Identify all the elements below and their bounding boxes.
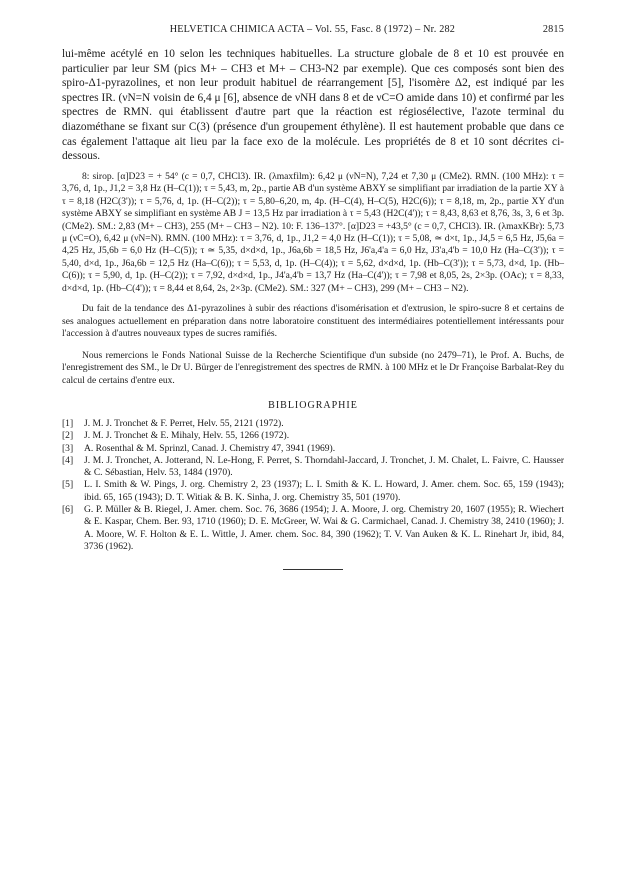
bibliography-title: BIBLIOGRAPHIE: [268, 400, 358, 411]
acknowledgement-paragraph: Nous remercions le Fonds National Suisse de la Recherche Scientifique d'un subside (no 2479–71), le Prof. A. Buchs, de l'enregistrement des SM., le Dr U. Bürger de l'enregistrement des spectres de RMN. à 100 MHz et le Dr Françoise Barbalat-Rey du calcul de certains d'entre eux.: [62, 349, 564, 386]
reference-number: [5]: [62, 479, 74, 491]
reference-item: [62, 418, 564, 430]
compound-data-paragraph: 8: sirop. [α]D23 = + 54° (c = 0,7, CHCl3). IR. (λmaxfilm): 6,42 μ (νN=N), 7,24 et 7,30 μ (CMe2). RMN. (100 MHz): τ = 3,76, d, 1p., J1,2 = 3,8 Hz (H–C(1)); τ = 5,43, m, 2p., partie AB d'un système ABXY se simplifiant par irradiation de la partie XY à τ = 8,18 (H2C(3')); τ = 5,76, d, 1p. (H–C(2)); τ = 5,80–6,20, m, 4p. (H–C(4), H–C(5), H2C(6)); τ = 8,18, m, 2p., partie XY d'un système ABXY se simplifiant en système AB J = 13,5 Hz par irradiation à τ = 5,43 (H2C(4')); τ = 8,43, 8,63 et 8,76, 3s, 3, 6 et 3p. (CMe2). SM.: 2,83 (M+ – CH3), 255 (M+ – CH3 – N2). 10: F. 136–137°. [α]D23 = +43,5° (c = 0,7, CHCl3). IR. (λmaxKBr): 5,73 μ (νC=O), 6,42 μ (νN=N). RMN. (100 MHz): τ = 3,76, d, 1p., J1,2 = 4,0 Hz (H–C(1)); τ = 5,08, ≃ d×t, 1p., J4,5 = 6,5 Hz, J5,6a = 4,25 Hz, J5,6b = 6,0 Hz (H–C(5)); τ ≃ 5,35, d×d×d, 1p., J6a,6b = 18,5 Hz, J6'a,4'a = 6,0 Hz, J3'a,4'b = 10,0 Hz (Ha–C(3')); τ = 5,40, d×d, 1p., J6a,6b = 12,5 Hz (Ha–C(6)); τ = 5,53, d, 1p. (H–C(4)); τ = 5,62, d×d×d, 1p. (Hb–C(3')); τ = 5,73, d×d, 1p. (Hb–C(6)); τ = 5,90, d, 1p. (H–C(2)); τ = 7,92, d×d×d, 1p., J4'a,4'b = 13,7 Hz (Ha–C(4')); τ = 7,98 et 8,05, 2s, 2×3p. (OAc); τ = 8,33, d×d×d, 1p. (Hb–C(4')); τ = 8,44 et 8,64, 2s, 2×3p. (CMe2). SM.: 327 (M+ – CH3), 299 (M+ – CH3 – N2).: [62, 170, 564, 294]
reference-text: A. Rosenthal & M. Sprinzl, Canad. J. Chemistry 47, 3941 (1969).: [84, 442, 336, 454]
reference-number: [6]: [62, 504, 74, 516]
reference-item: [62, 443, 564, 455]
reference-number: [2]: [62, 430, 74, 442]
body-paragraph-2: Du fait de la tendance des Δ1-pyrazolines à subir des réactions d'isomérisation et d'extrusion, le spiro-sucre 8 et certains de ses analogues actuellement en préparation dans notre laboratoire constituent des intermédiaires potentiellement intéressants pour l'accession à d'autres nouveaux types de sucres ramifiés.: [62, 303, 564, 340]
reference-number: [1]: [62, 418, 74, 429]
reference-item: [62, 455, 564, 480]
reference-text: L. I. Smith & W. Pings, J. org. Chemistry 2, 23 (1937); L. I. Smith & K. L. Howard, J. Amer. chem. Soc. 65, 159 (1943); ibid. 65, 165 (1943); D. T. Witiak & B. K. Sinha, J. org. Chemistry 35, 501 (1970).: [84, 479, 564, 503]
body-paragraph-1: lui-même acétylé en 10 selon les techniques habituelles. La structure globale de 8 et 10 est prouvée en particulier par leur SM (pics M+ – CH3 et M+ – CH3-N2 par exemple). Que ces composés sont bien des spiro-Δ1-pyrazolines, et non leur produit habituel de réarrangement [5], l'isomère Δ2, est indiqué par les spectres IR. (νN=N voisin de 6,4 μ [6], absence de νNH dans 8 et de νC=O amide dans 10) et confirmé par les spectres de RMN. qui établissent d'autre part que la réaction est régiosélective, l'azote terminal du diazométhane se fixant sur C(3) (présence d'un groupement éthylène). Il est hautement probable que dans ce cas également l'attaque ait lieu par la face exo de la molécule. Les propriétés de 8 et 10 sont décrites ci-dessous.: [62, 48, 564, 163]
reference-item: [62, 430, 564, 442]
reference-number: [4]: [62, 454, 74, 466]
reference-text: G. P. Müller & B. Riegel, J. Amer. chem. Soc. 76, 3686 (1954); J. A. Moore, J. org. Chemistry 20, 1607 (1955); R. Wiechert & E. Kaspar, Chem. Ber. 93, 1710 (1960); D. E. McGreer, W. Wai & G. Carmichael, Canad. J. Chemistry 38, 2410 (1960); J. A. Moore, W. F. Holton & E. L. Wittle, J. Amer. chem. Soc. 84, 390 (1962); T. V. Van Auken & K. L. Rinehart Jr, ibid, 84, 3736 (1962).: [84, 504, 564, 552]
reference-item: [62, 479, 564, 504]
end-rule: [283, 569, 343, 570]
reference-text: J. M. J. Tronchet, A. Jotterand, N. Le-Hong, F. Perret, S. Thorndahl-Jaccard, J. Tronchet, J. M. Chalet, L. Faivre, C. Hausser & C. Sébastian, Helv. 53, 1484 (1970).: [84, 454, 564, 479]
reference-item: [62, 504, 564, 553]
reference-text: J. M. J. Tronchet & F. Perret, Helv. 55, 2121 (1972).: [84, 418, 284, 429]
reference-number: [3]: [62, 442, 74, 454]
reference-list: [62, 418, 564, 553]
reference-text: J. M. J. Tronchet & E. Mihaly, Helv. 55, 1266 (1972).: [84, 430, 290, 442]
journal-citation: HELVETICA CHIMICA ACTA – Vol. 55, Fasc. 8 (1972) – Nr. 282: [169, 24, 456, 35]
page-number: 2815: [542, 24, 564, 35]
running-header: [62, 22, 564, 38]
paper-page: [62, 22, 564, 570]
